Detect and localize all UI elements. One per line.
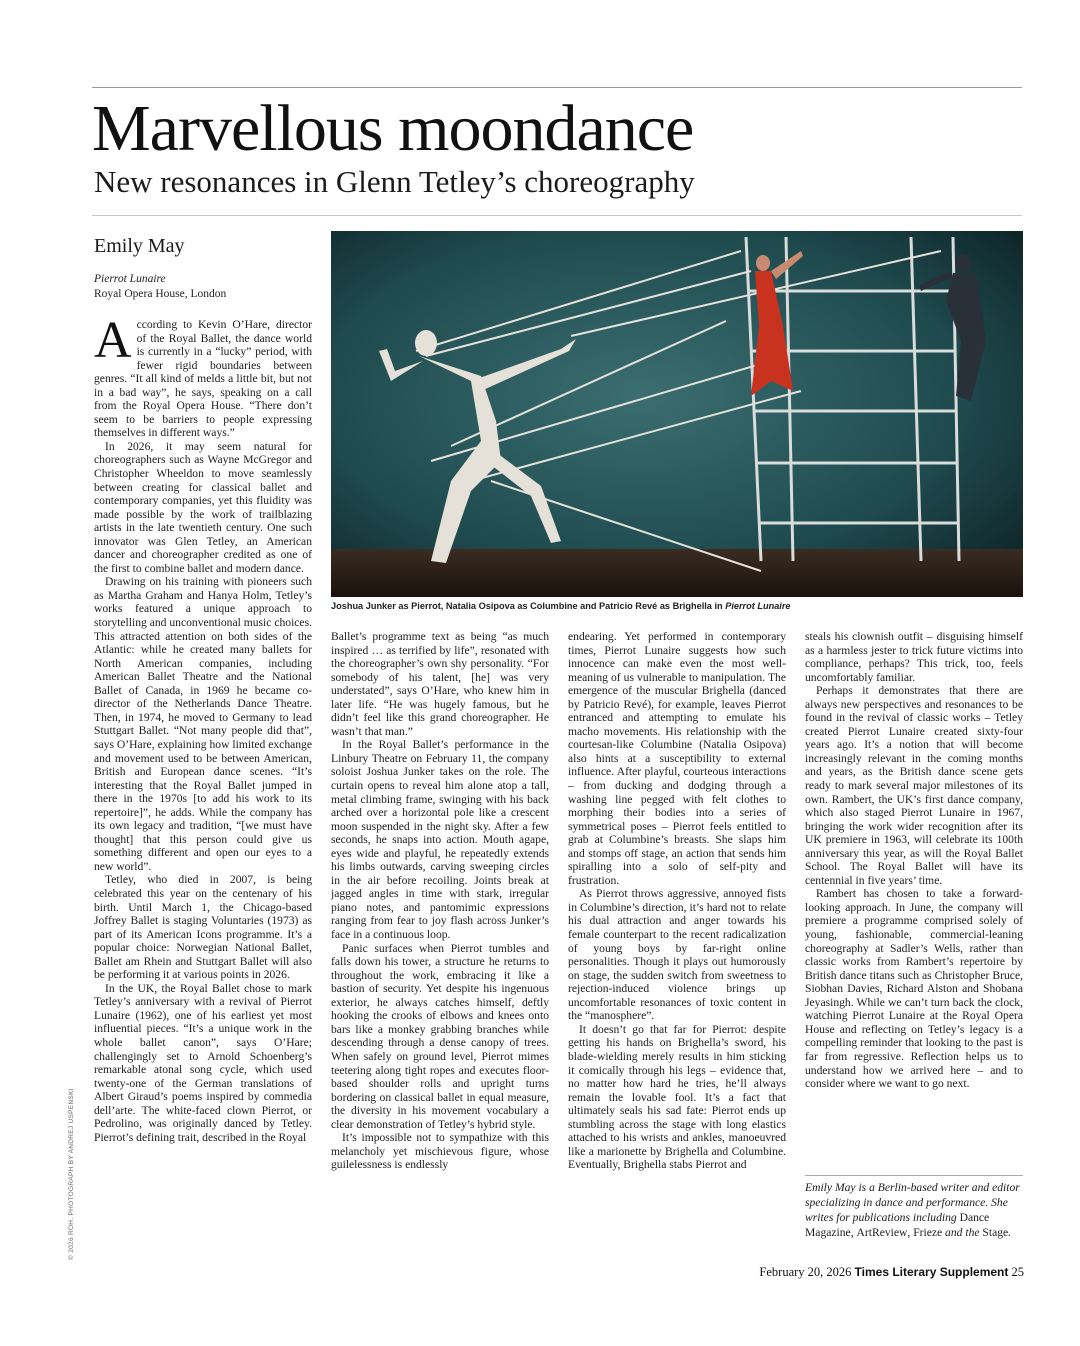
folio [759,1265,1024,1280]
headline: Marvellous moondance [92,92,694,165]
paragraph: In 2026, it may seem natural for choreographers such as Wayne McGregor and Christopher Wheeldon to move seamlessly between creating for classical ballet and contemporary companies, yet this fluidity was made possible by the work of trailblazing artists in the late twentieth century. One such innovator was Glen Tetley, an American dancer and choreographer credited as one of the first to combine ballet and modern dance. [94,439,312,575]
author-bio: Emily May is a Berlin-based writer and editor specializing in dance and performance. She writes for publications including Dance Magazine, ArtReview, Frieze and the Stage. [805,1181,1020,1239]
subheadline: New resonances in Glenn Tetley’s choreography [94,164,695,199]
folio-page: 25 [1011,1265,1024,1279]
paragraph: Ballet’s programme text as being “as much inspired … as terrified by life”, resonated with the choreographer’s own shy personality. “For somebody of his talent, [he] was very understated”, says O’Hare, who knew him in later life. “He was hugely famous, but he didn’t feel like this grand choreographer. He wasn’t that man.” [331,630,549,738]
review-venue: Royal Opera House, London [94,288,227,300]
header-rule [92,215,1022,216]
paragraph: As Pierrot throws aggressive, annoyed fists in Columbine’s direction, it’s hard not to relate his dual attraction and anger towards his female counterpart to the recent radicalization of young boys by far-right online personalities. Though it plays out humorously on stage, the sudden switch from sweetness to rejection-induced violence brings up uncomfortable resonances of toxic content in the “manosphere”. [568,887,786,1023]
article-column-1 [94,318,312,1258]
paragraph: Tetley, who died in 2007, is being celebrated this year on the centenary of his birth. Until March 1, the Chicago-based Joffrey Ballet is staging Voluntaries (1973) as part of its American Icons programme. It’s a popular choice: Norwegian National Ballet, Ballet am Rhein and Stuttgart Ballet will also be performing it at various points in 2026. [94,873,312,982]
paragraph: It doesn’t go that far for Pierrot: despite getting his hands on Brighella’s sword, his blade-wielding merely results in him sticking it comically through his legs – evidence that, no matter how hard he tries, he’ll always remain the lovable fool. It’s a fact that ultimately seals his sad fate: Pierrot ends up stumbling across the stage with long elastics attached to his wrists and ankles, manoeuvred like a marionette by Brighella and Columbine. Eventually, Brighella stabs Pierrot and [568,1022,786,1172]
folio-publication: Times Literary Supplement [854,1265,1009,1279]
article-column-4 [805,630,1023,1160]
photo-credit: © 2026 ROH. PHOTOGRAPH BY ANDREJ USPENSKI [68,1088,75,1260]
paragraph: According to Kevin O’Hare, director of the Royal Ballet, the dance world is currently in a “lucky” period, with fewer rigid boundaries between genres. “It all kind of melds a little bit, but not in a bad way”, he says, speaking on a call from the Royal Opera House. “There don’t seem to be barriers to people expressing themselves in different ways.” [94,318,312,440]
paragraph: steals his clownish outfit – disguising himself as a harmless jester to trick future victims into compliance, perhaps? This trick, too, feels uncomfortably familiar. [805,630,1023,684]
caption-title: Pierrot Lunaire [725,601,791,611]
bio-rule [805,1175,1023,1176]
paragraph: Panic surfaces when Pierrot tumbles and falls down his tower, a structure he returns to throughout the work, embracing it like a bastion of security. Yet despite his ingenuous exterior, he always catches himself, deftly hooking the crooks of elbows and knees onto bars like a monkey grabbing branches while descending through a dense canopy of trees. When safely on ground level, Pierrot mimes teetering along tight ropes and executes floor-based shoulder rolls and upright turns bordering on classical ballet in equal measure, the diversity in his movement vocabulary a clear demonstration of Tetley’s hybrid style. [331,941,549,1131]
paragraph: Drawing on his training with pioneers such as Martha Graham and Hanya Holm, Tetley’s works featured a unique approach to storytelling and unconventional music choices. This attracted attention on both sides of the Atlantic: while he created many ballets for North American companies, including American Ballet Theatre and the National Ballet of Canada, in 1969 he became co-director of the Netherlands Dance Theatre. Then, in 1974, he moved to Germany to lead Stuttgart Ballet. “Not many people did that”, says O’Hare, explaining how limited exchange and movement used to be between American, British and European dance scenes. “It’s interesting that the Royal Ballet jumped in there in the 1970s [to add his work to its repertoire]”, he adds. While the company has its own legacy and tradition, “[we must have thought] that this person could give us something different and open our eyes to a new world”. [94,575,312,873]
folio-date: February 20, 2026 [759,1265,852,1279]
byline: Emily May [94,235,185,257]
article-column-3 [568,630,786,1258]
article-photo [331,231,1023,597]
review-meta [94,272,226,302]
photo-caption [331,600,1023,612]
top-rule [92,87,1022,88]
paragraph: endearing. Yet performed in contemporary times, Pierrot Lunaire suggests how such innocence can make even the most well-meaning of us vulnerable to manipulation. The emergence of the muscular Brighella (danced by Patricio Revé), for example, leaves Pierrot entranced and attempting to emulate his macho movements. His relationship with the courtesan-like Columbine (Natalia Osipova) also hints at a susceptibility to external influence. After playful, courteous interactions – from ducking and dodging through a washing line pegged with felt clothes to morphing their bodies into a series of symmetrical poses – Pierrot feels entitled to grab at Columbine’s breasts. She slaps him and stomps off stage, an action that sends him spiralling into a solo of self-pity and frustration. [568,630,786,887]
paragraph: In the UK, the Royal Ballet chose to mark Tetley’s anniversary with a revival of Pierrot Lunaire (1962), one of his earliest yet most influential pieces. “It’s a unique work in the whole ballet canon”, says O’Hare; challengingly set to Arnold Schoenberg’s remarkable atonal song cycle, which used twenty-one of the German translations of Albert Giraud’s poems inspired by commedia dell’arte. The white-faced clown Pierrot, or Pedrolino, was originally danced by Tetley. Pierrot’s defining trait, described in the Royal [94,981,312,1144]
dropcap: A [94,318,132,369]
review-title: Pierrot Lunaire [94,273,166,285]
caption-text: Joshua Junker as Pierrot, Natalia Osipova as Columbine and Patricio Revé as Brighella in [331,601,726,611]
paragraph: Perhaps it demonstrates that there are always new perspectives and resonances to be found in the revival of classic works – Tetley created Pierrot Lunaire created sixty-four years ago. It’s a notion that will become increasingly relevant in the coming months and years, as the British dance scene gets ready to mark several major milestones of its own. Rambert, the UK’s first dance company, which also staged Pierrot Lunaire in 1967, bringing the work wider recognition after its UK premiere in 1963, will celebrate its 100th anniversary this year, as will the Royal Ballet School. The Royal Ballet will have its centennial in five years’ time. [805,684,1023,887]
paragraph: It’s impossible not to sympathize with this melancholy yet mischievous figure, whose guilelessness is endlessly [331,1131,549,1172]
paragraph: Rambert has chosen to take a forward-looking approach. In June, the company will premiere a programme comprised solely of young, fashionable, commercial-leaning choreography at Sadler’s Wells, rather than classic works from Rambert’s repertoire by British dance titans such as Christopher Bruce, Siobhan Davies, Richard Alston and Shobana Jeyasingh. While we can’t turn back the clock, watching Pierrot Lunaire at the Royal Opera House and reflecting on Tetley’s legacy is a compelling reminder that looking to the past is far from regressive. Reflection helps us to understand how we arrived here – and to consider where we want to go next. [805,887,1023,1091]
article-column-2 [331,630,549,1258]
paragraph: In the Royal Ballet’s performance in the Linbury Theatre on February 11, the company soloist Joshua Junker takes on the role. The curtain opens to reveal him alone atop a tall, metal climbing frame, swinging with his back arched over a horizontal pole like a crescent moon suspended in the night sky. After a few seconds, he snaps into action. Mouth agape, eyes wide and playful, he repeatedly extends his limbs outwards, carving sweeping circles in the air before recoiling. Joints break at jagged angles in time with stark, irregular piano notes, and pantomimic expressions ranging from fear to joy flash across Junker’s face in a continuous loop. [331,738,549,942]
